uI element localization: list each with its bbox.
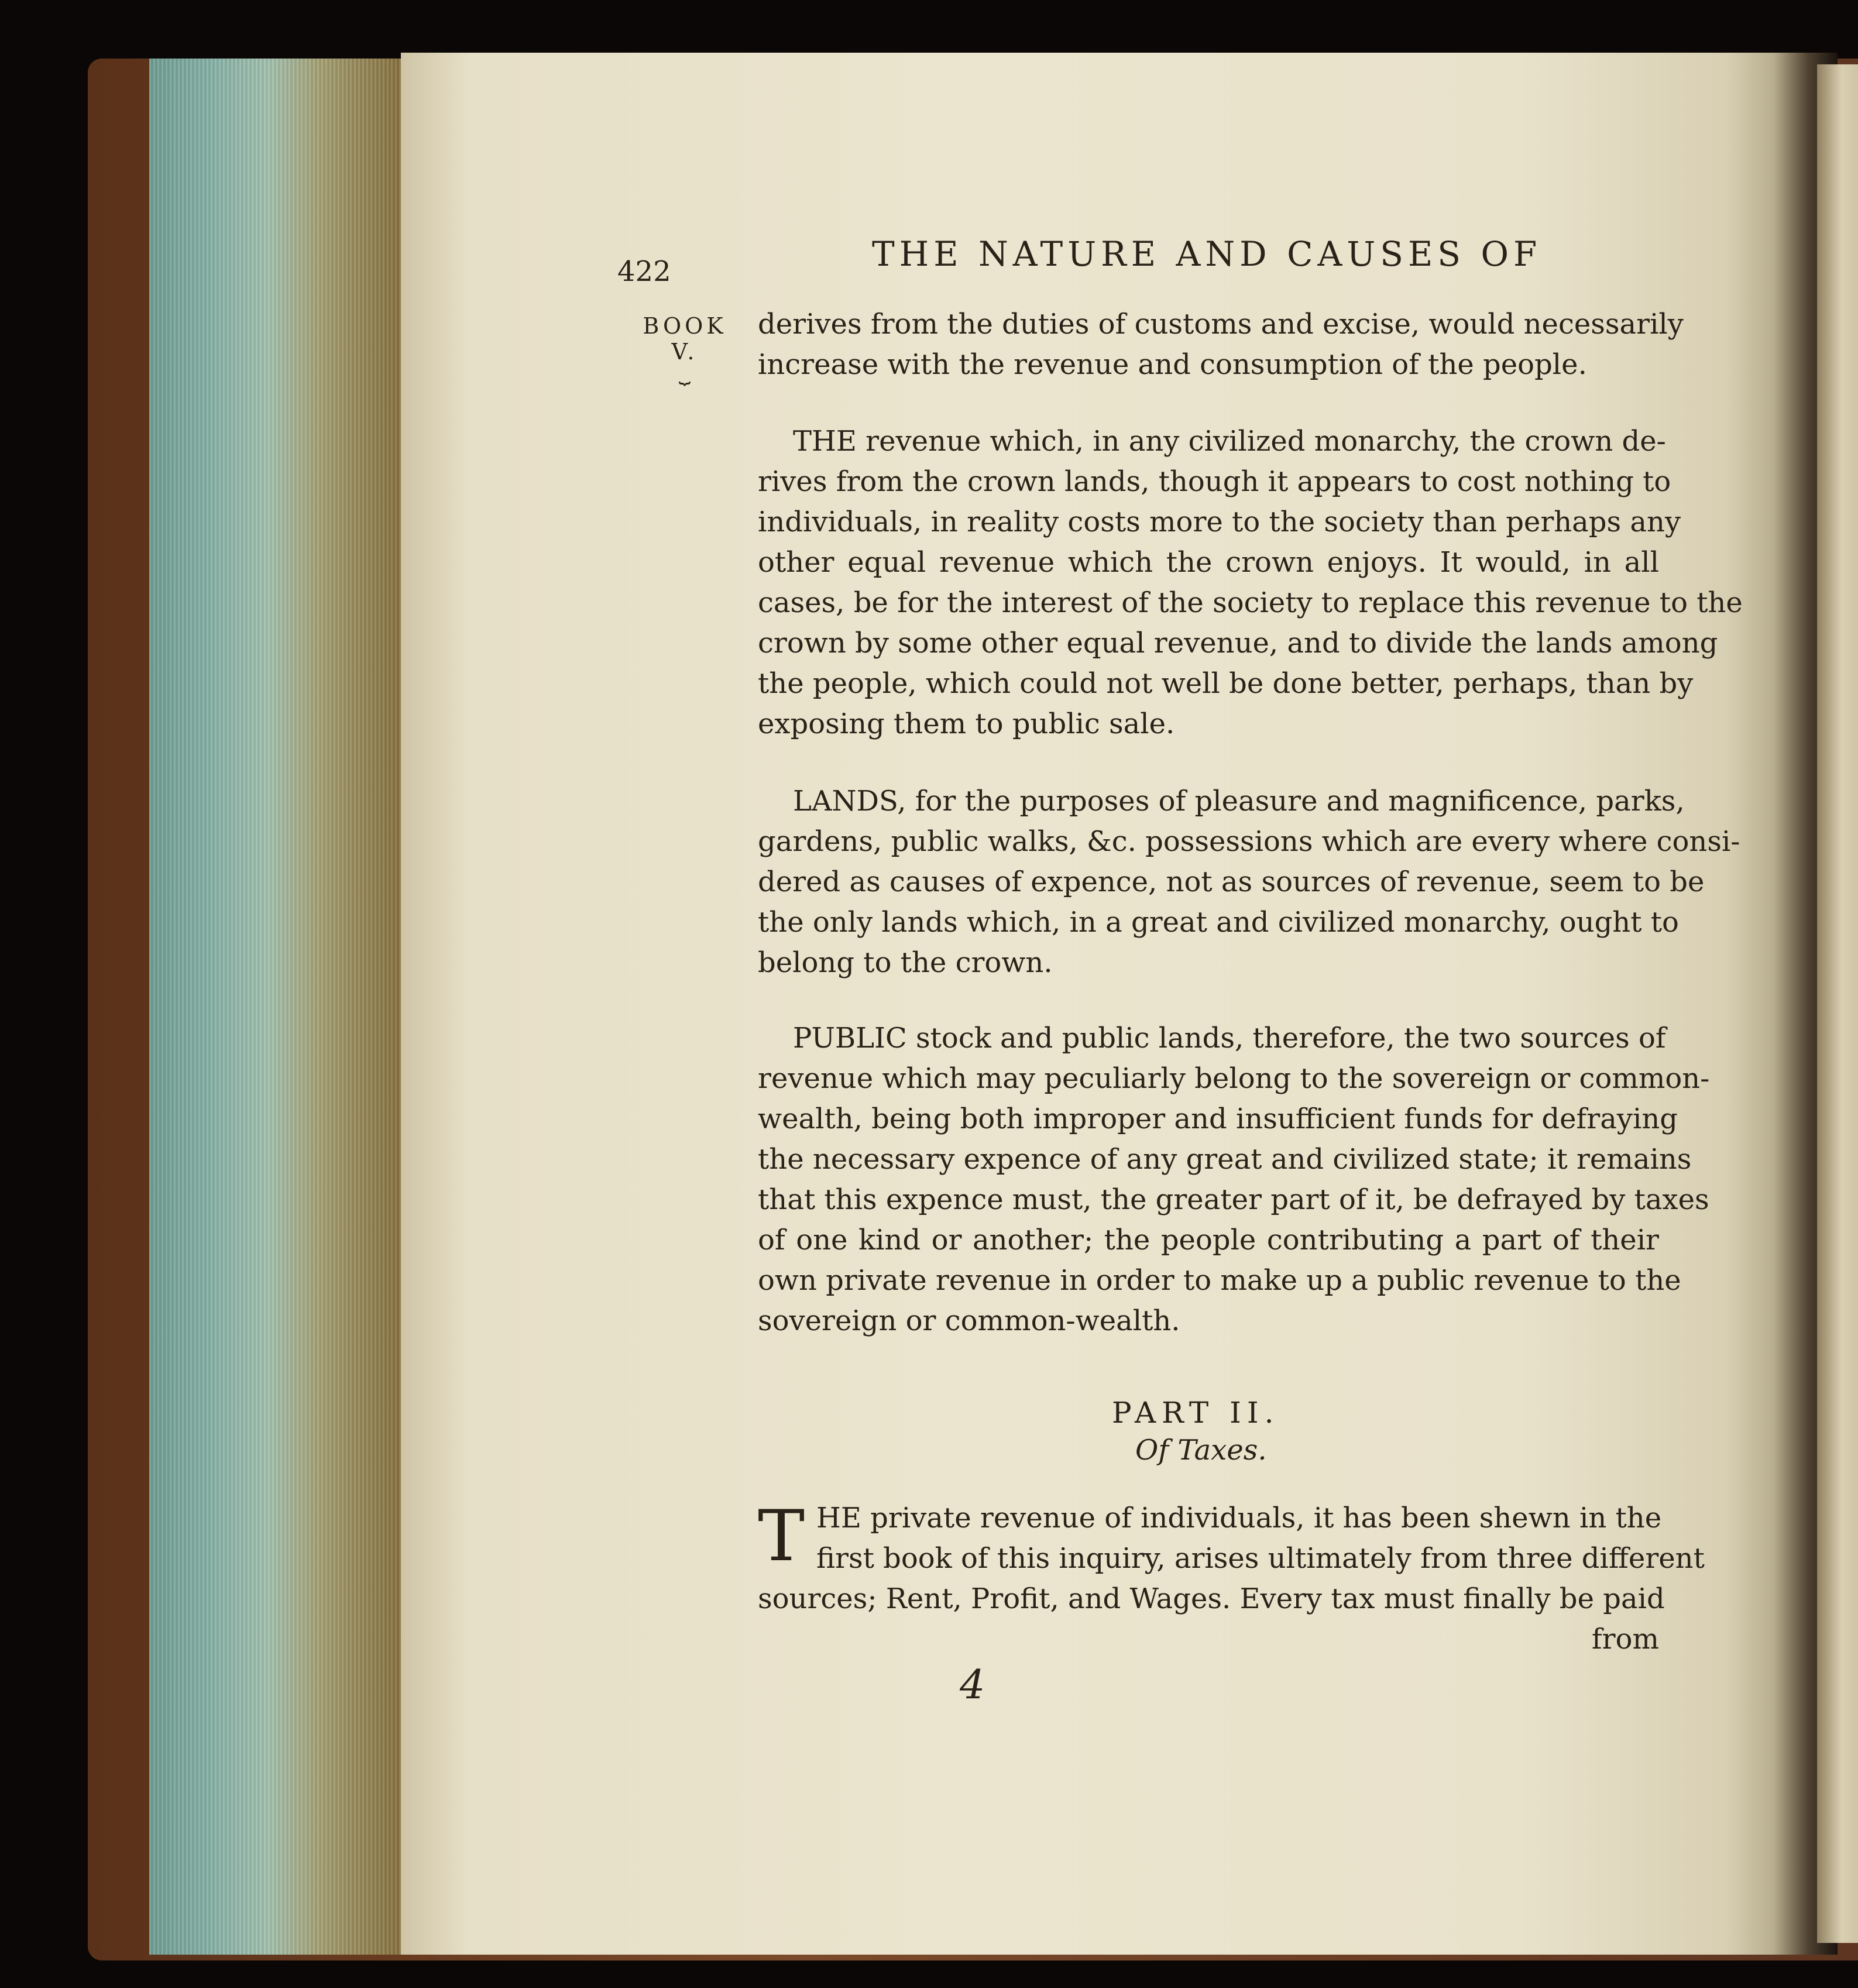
text-line: belong to the crown. [758, 946, 1053, 979]
text-line: other equal revenue which the crown enjoys. It would, in all [758, 546, 1659, 579]
brace-icon: ⏟ [678, 362, 691, 385]
paragraph-continued [758, 304, 1684, 385]
text-line: gardens, public walks, &c. possessions which are every where consi- [758, 825, 1740, 858]
text-line: first book of this inquiry, arises ultimately from three different [816, 1542, 1705, 1575]
text-line: the necessary expence of any great and civilized state; it remains [758, 1143, 1692, 1176]
text-line: increase with the revenue and consumption of the people. [758, 348, 1587, 381]
text-line: wealth, being both improper and insufficient funds for defraying [758, 1103, 1678, 1135]
text-line: own private revenue in order to make up a public revenue to the [758, 1264, 1681, 1297]
text-line: the people, which could not well be done better, perhaps, than by [758, 667, 1694, 700]
page-number: 422 [617, 255, 671, 288]
text-line: THE revenue which, in any civilized monarchy, the crown de- [793, 425, 1666, 458]
text-line: LANDS, for the purposes of pleasure and magnificence, parks, [793, 785, 1685, 818]
text-line: cases, be for the interest of the society to replace this revenue to the [758, 586, 1743, 619]
running-head: THE NATURE AND CAUSES OF [872, 234, 1542, 274]
text-line: revenue which may peculiarly belong to the sovereign or common- [758, 1062, 1710, 1095]
signature-mark: 4 [960, 1662, 985, 1708]
text-line: rives from the crown lands, though it appears to cost nothing to [758, 465, 1671, 498]
paragraph-public-stock [758, 1018, 1710, 1341]
part-subheading: Of Taxes. [1135, 1434, 1267, 1467]
text-line: exposing them to public sale. [758, 708, 1175, 740]
paragraph-lands [758, 781, 1740, 983]
text-line: sovereign or common-wealth. [758, 1304, 1180, 1337]
side-note-numeral: V. [671, 339, 698, 365]
book-side-note [629, 313, 740, 385]
text-line: sources; Rent, Profit, and Wages. Every tax must finally be paid [758, 1582, 1665, 1615]
text-line: crown by some other equal revenue, and to divide the lands among [758, 627, 1718, 660]
paragraph-crown-lands [758, 421, 1743, 744]
text-line: derives from the duties of customs and excise, would necessarily [758, 308, 1684, 341]
paragraph-taxes [758, 1498, 1705, 1660]
text-line: individuals, in reality costs more to the society than perhaps any [758, 506, 1681, 538]
text-line: HE private revenue of individuals, it has been shewn in the [816, 1502, 1662, 1534]
text-line: PUBLIC stock and public lands, therefore, the two sources of [793, 1022, 1666, 1055]
catchword: from [1591, 1623, 1659, 1656]
drop-cap: T [758, 1496, 805, 1577]
side-note-label: BOOK [643, 313, 727, 339]
text-line: dered as causes of expence, not as sources of revenue, seem to be [758, 866, 1705, 898]
text-line: the only lands which, in a great and civilized monarchy, ought to [758, 906, 1679, 939]
text-line: that this expence must, the greater part of it, be defrayed by taxes [758, 1183, 1709, 1216]
part-heading: PART II. [1112, 1396, 1280, 1430]
text-line: of one kind or another; the people contributing a part of their [758, 1224, 1659, 1256]
